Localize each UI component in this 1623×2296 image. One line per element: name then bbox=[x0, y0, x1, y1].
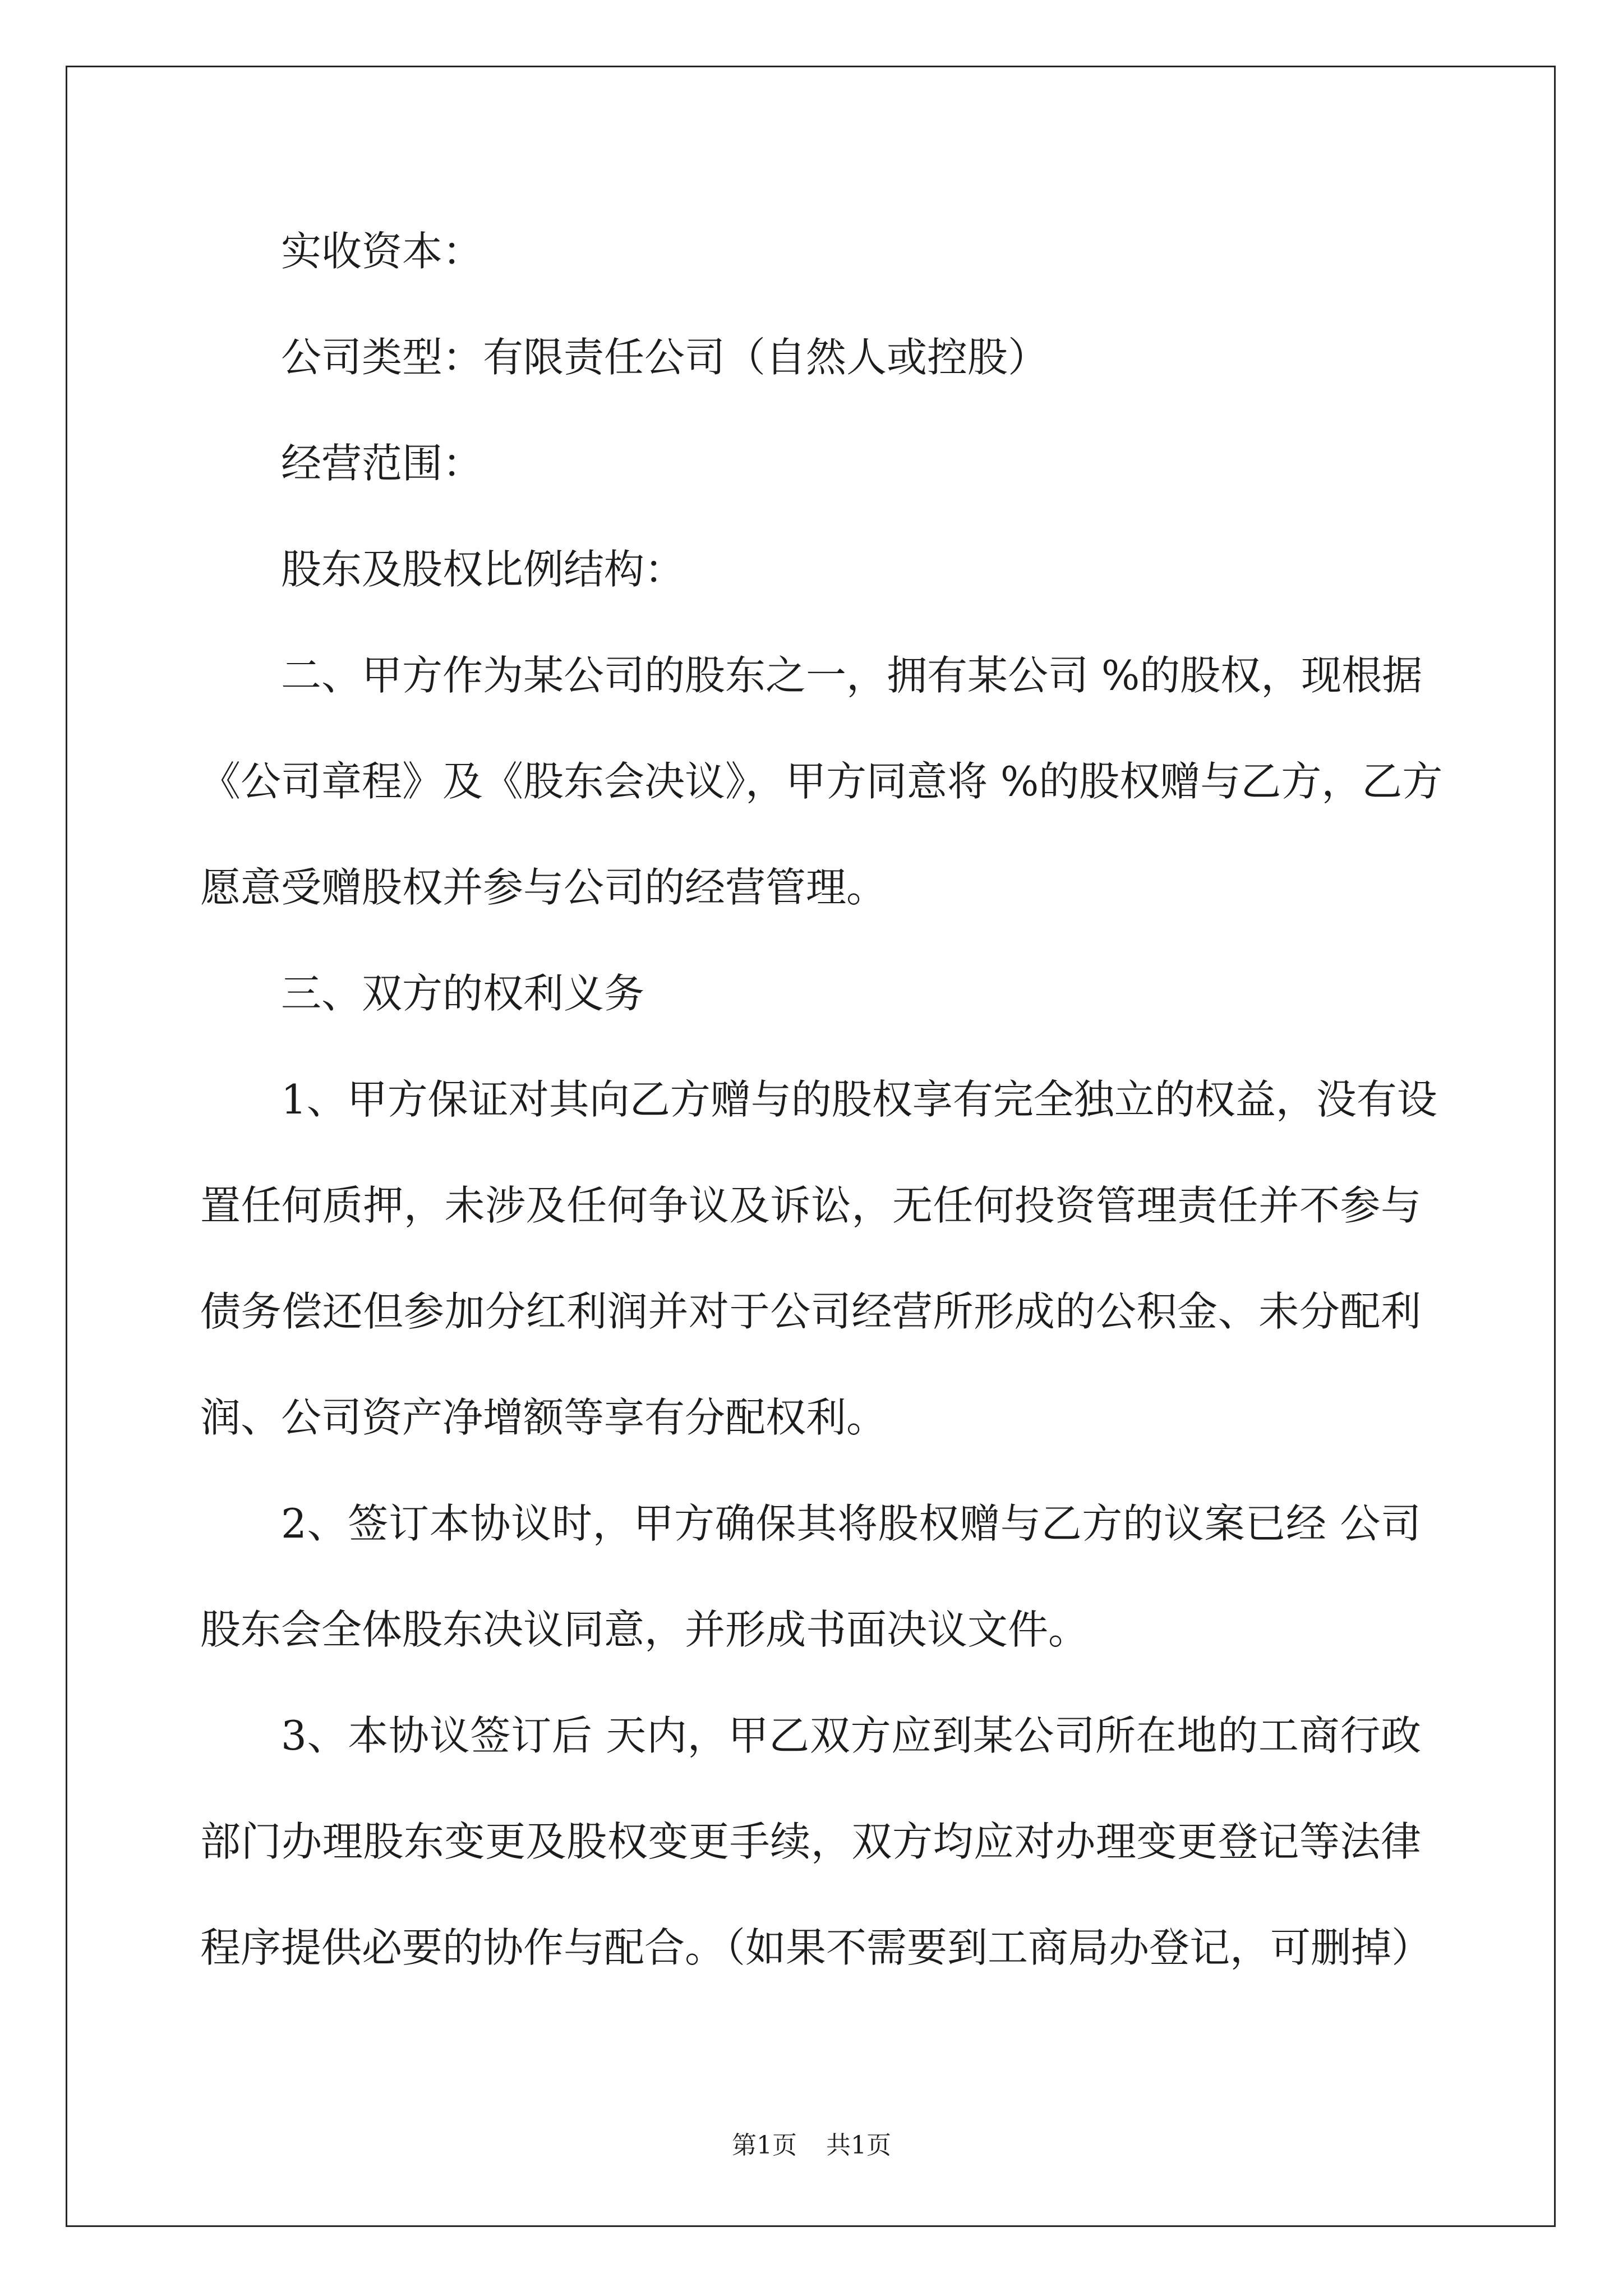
paragraph-item-three bbox=[200, 1683, 1432, 2001]
text-line: 经营范围： bbox=[281, 440, 483, 487]
paragraph-clause-two bbox=[200, 623, 1443, 941]
text-line: 润、公司资产净增额等享有分配权利。 bbox=[200, 1394, 887, 1441]
text-line: 1、甲方保证对其向乙方赠与的股权享有完全独立的权益，没有设 bbox=[281, 1076, 1437, 1123]
text-line: 二、甲方作为某公司的股东之一，拥有某公司 %的股权，现根据 bbox=[281, 652, 1423, 699]
text-line: 债务偿还但参加分红利润并对于公司经营所形成的公积金、未分配利 bbox=[200, 1288, 1421, 1335]
paragraph-shareholder-structure bbox=[200, 517, 1421, 623]
text-line: 股东及股权比例结构： bbox=[281, 546, 685, 593]
text-line: 置任何质押，未涉及任何争议及诉讼，无任何投资管理责任并不参与 bbox=[200, 1182, 1421, 1229]
text-line: 股东会全体股东决议同意，并形成书面决议文件。 bbox=[200, 1606, 1089, 1653]
page-footer bbox=[0, 2132, 1623, 2160]
paragraph-company-type bbox=[200, 305, 1421, 411]
text-line: 部门办理股东变更及股权变更手续，双方均应对办理变更登记等法律 bbox=[200, 1818, 1421, 1865]
text-line: 2、签订本协议时，甲方确保其将股权赠与乙方的议案已经 公司 bbox=[281, 1500, 1421, 1547]
document-body bbox=[200, 199, 1443, 2001]
text-line: 三、双方的权利义务 bbox=[281, 970, 645, 1017]
paragraph-business-scope bbox=[200, 411, 1421, 517]
paragraph-item-one bbox=[200, 1047, 1437, 1471]
page-number: 第1页 bbox=[732, 2131, 797, 2160]
text-line: 愿意受赠股权并参与公司的经营管理。 bbox=[200, 864, 887, 911]
page-total: 共1页 bbox=[826, 2131, 891, 2160]
section-heading-rights-obligations bbox=[200, 941, 1421, 1047]
text-line: 实收资本： bbox=[281, 228, 483, 275]
text-line: 《公司章程》及《股东会决议》，甲方同意将 %的股权赠与乙方，乙方 bbox=[200, 758, 1443, 805]
text-line: 程序提供必要的协作与配合。（如果不需要到工商局办登记，可删掉） bbox=[200, 1924, 1432, 1971]
paragraph-paid-in-capital bbox=[200, 199, 1421, 305]
text-line: 3、本协议签订后 天内，甲乙双方应到某公司所在地的工商行政 bbox=[281, 1712, 1421, 1759]
paragraph-item-two bbox=[200, 1471, 1421, 1683]
text-line: 公司类型：有限责任公司（自然人或控股） bbox=[281, 334, 1049, 381]
